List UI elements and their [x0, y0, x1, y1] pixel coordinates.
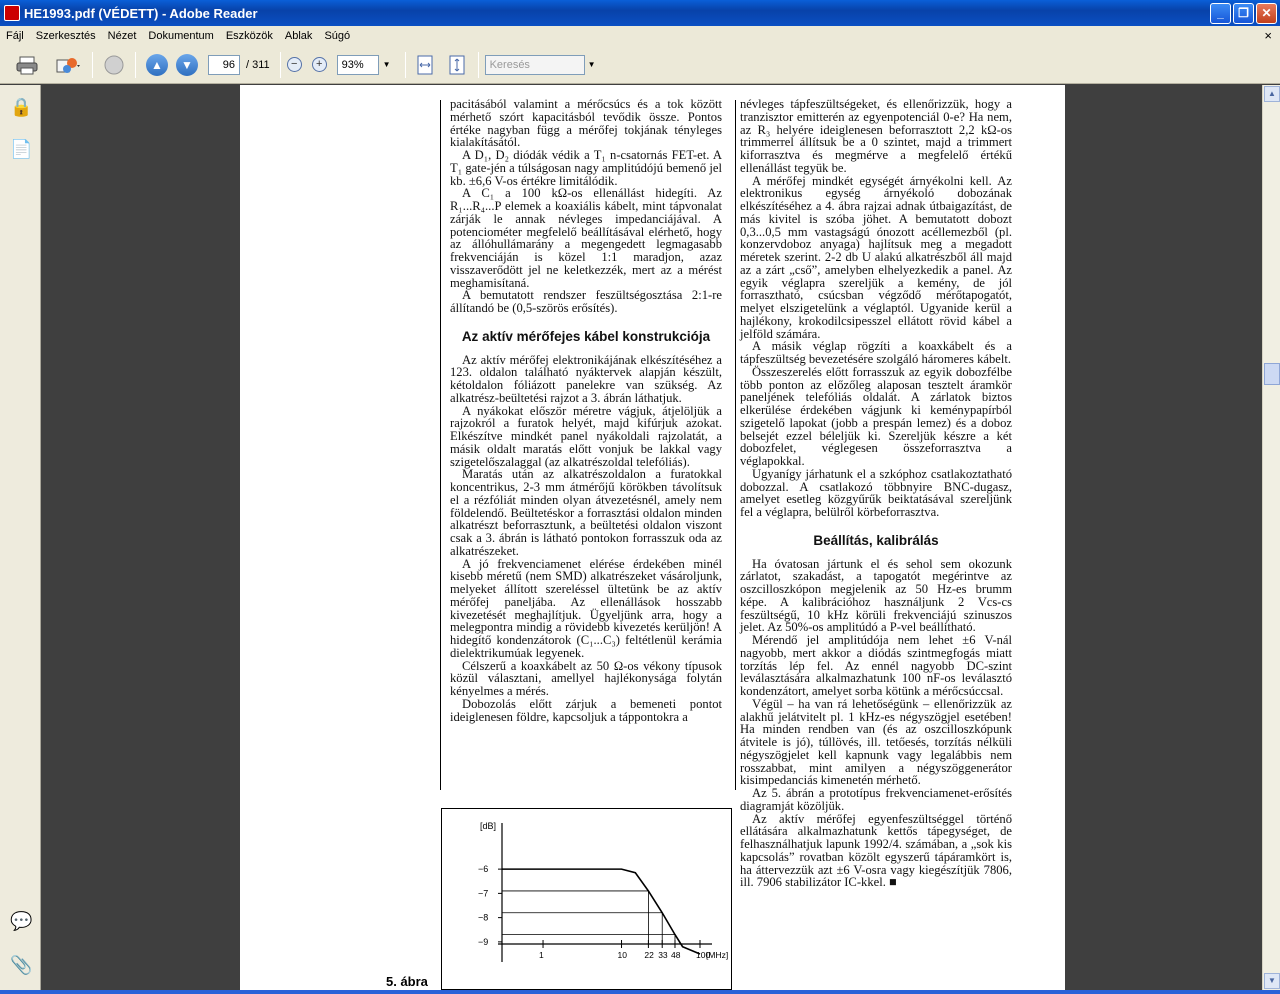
paragraph: Maratás után az alkatrészoldalon a furatokkal koncentrikus, 2-3 mm átmérőjű körökben távolítsuk el a rézfóliát minden olyan átvezetésnél, amely nem földelendő. Beültetéskor a forrasztási oldalon minden alkatrészt beforrasztunk, a beültetési oldalon viszont csak a 3. ábrán is látható pontokon forrasszuk oda az alkatrészeket. [450, 467, 722, 558]
menu-edit[interactable]: Szerkesztés [35, 30, 96, 42]
search-input[interactable]: Keresés [485, 55, 585, 75]
zoom-in-icon[interactable]: + [312, 57, 327, 72]
menu-tools[interactable]: Eszközök [225, 30, 273, 42]
comments-icon[interactable]: 💬 [10, 911, 33, 931]
text-column-right [740, 98, 1012, 889]
zoom-out-icon[interactable]: − [287, 57, 302, 72]
y-tick-label: −9 [478, 936, 489, 947]
paragraph: A jó frekvenciamenet elérése érdekében minél kisebb méretű (nem SMD) alkatrészeket vásároljunk, melyeket állított szereléssel ültetünk be az aktív mérőfej paneljába. Az ellenállások hosszabb kivezetését meghajlítjuk. Ügyeljünk arra, hogy a melegpontra mindig a rövidebb kivezetés kerüljön! A hidegítő kondenzátorok (C₁...C₃) feltétlenül kerámia dielektrikumúak legyenek. [450, 556, 722, 660]
paragraph: A bemutatott rendszer feszültségosztása 2:1-re állítandó be (0,5-szörös erősítés). [450, 288, 722, 315]
previous-page-icon[interactable]: ▲ [146, 54, 168, 76]
title-bar [0, 0, 1280, 26]
x-tick-label: 22 [644, 950, 654, 960]
column-rule [440, 100, 441, 790]
paragraph: A C₁ a 100 kΩ-os ellenállást hidegíti. Az R₁...R₄...P elemek a koaxiális kábelt, mint tápvonalat zárják le annak névleges impedanciájával. A potenciométer megfelelő beállításával elérhető, hogy az állóhullámarány a megengedett legmagasabb frekvenciáján is közel 1:1 maradjon, azaz visszaverődött jel ne keletkezzék, mert az a mérést meghamisítaná. [450, 186, 722, 290]
window-title: HE1993.pdf (VÉDETT) - Adobe Reader [24, 5, 258, 21]
menu-bar [0, 26, 1280, 46]
paragraph: Összeszerelés előtt forrasszuk az egyik dobozfélbe több ponton az előzőleg alaposan tesztelt áramkör paneljének telefóliás oldalát. A zárlatok biztos elkerülése érdekében vágjunk ki keménypapírból szigetelő lapokat (jobb a prespán lemez) és a doboz belsejét ezzel béleljük ki. Szereljük készre a két dobozfelet, véglegesen összeforrasztva a véglapokkal. [740, 364, 1012, 468]
paragraph: A mérőfej mindkét egységét árnyékolni kell. Az elektronikus egység árnyékoló dobozának elkészítéséhez a 4. ábra rajzai adnak útbaigazítást, de más kivitel is szóba jöhet. A bemutatott dobozt 0,3...0,5 mm vastagságú ónozott acéllemezből (pl. konzervdoboz anyaga) hajlítsuk meg a megadott méretek szerint. 2-2 db U alakú alkatrészből áll majd az a zárt „cső”, amelyben elhelyezkedik a panel. Az egyik véglapra szereljük a kemény, de jól forrasztható, csúcsban végződő mérőtapogatót, melyet elszigetelünk a véglaptól. Ugyanide kerül a hajlékony, krokodilcsipesszel ellátott rövid kábel a jelföld számára. [740, 173, 1012, 341]
paragraph: A D₁, D₂ diódák védik a T₁ n-csatornás FET-et. A T₁ gate-jén a túlságosan nagy amplitúdójú bemenő jel kb. ±6,6 V-os értékre limitálódik. [450, 148, 722, 188]
y-tick-label: −8 [478, 912, 489, 923]
taskbar-strip [0, 990, 1280, 994]
x-tick-label: 100 [696, 950, 711, 960]
attachments-icon[interactable]: 📎 [10, 955, 33, 975]
paragraph: Az aktív mérőfej egyenfeszültséggel történő ellátására alkalmazhatunk kettős tápegységet, de felhasználhatjuk lapunk 1992/4. számában, a „sok kis kapcsolás” rovatban közölt egyszerű tápáramkört is, ha áttervezzük azt ±6 V-osra vagy kiegészítjük 7806, ill. 7906 stabilizátor IC-kkel. ■ [740, 811, 1012, 890]
y-tick-label: −6 [478, 864, 489, 875]
section-heading: Beállítás, kalibrálás [813, 532, 939, 548]
menu-help[interactable]: Súgó [324, 30, 351, 42]
restore-button[interactable]: ❐ [1233, 3, 1254, 24]
frequency-response-chart [441, 808, 732, 990]
scroll-thumb[interactable] [1264, 363, 1280, 385]
x-tick-label: 48 [670, 950, 681, 960]
figure-caption: 5. ábra [386, 974, 428, 989]
pages-icon[interactable]: 📄 [10, 139, 33, 159]
column-rule [735, 100, 736, 790]
pdf-page [240, 85, 1065, 990]
zoom-level-select[interactable]: 93% [337, 55, 379, 75]
paragraph: Mérendő jel amplitúdója nem lehet ±6 V-nál nagyobb, mert akkor a diódás szintmegfogás miatt torzítás lép fel. Az ennél nagyobb DC-szint leválasztására alkalmazhatunk 100 nF-os leválasztó kondenzátort, amelyet sorba kötünk a mérőcsúccsal. [740, 633, 1012, 698]
close-button[interactable]: ✕ [1256, 3, 1277, 24]
section-heading: Az aktív mérőfejes kábel konstrukciója [461, 328, 711, 344]
next-page-icon[interactable]: ▼ [176, 54, 198, 76]
security-lock-icon[interactable]: 🔒 [10, 97, 33, 117]
collaborate-icon[interactable] [50, 51, 86, 79]
x-tick-label: 1 [539, 950, 544, 960]
response-curve [502, 869, 700, 954]
close-document-icon[interactable]: × [1264, 28, 1272, 43]
menu-file[interactable]: Fájl [6, 30, 24, 42]
scroll-up-icon[interactable]: ▲ [1264, 86, 1280, 102]
paragraph: Ugyanígy járhatunk el a szkóphoz csatlakoztatható dobozzal. A csatlakozó többnyire BNC-dugasz, amelyet esetleg közgyűrűk beiktatásával szereljünk fel a véglapra, belülről körbeforrasztva. [740, 466, 1012, 519]
paragraph: Az aktív mérőfej elektronikájának elkészítéséhez a 123. oldalon található nyáktervek alapján készült, kétoldalon fóliázott panelekre van szükség. Az alkatrész-beültetési rajzot a 3. ábrán láthatjuk. [450, 352, 722, 405]
paragraph: névleges tápfeszültségeket, és ellenőrizzük, hogy a tranzisztor emitterén az egyenpotenciál 0-e? Ha nem, az R₃ helyére ideiglenesen beforrasztott 2,2 kΩ-os trimmerrel állítsuk be a 0 szintet, majd a trimmert kiforrasztva és megmérve a megfelelő értékű ellenállást tegyük be. [740, 97, 1012, 175]
hand-tool-icon[interactable] [99, 51, 129, 79]
paragraph: Ha óvatosan jártunk el és sehol sem okozunk zárlatot, szakadást, a tapogatót megérintve az oszcilloszkópon megjelenik az 50 Hz-es brumm képe. A kalibrációhoz használjunk 2 Vcs-cs feszültségű, 10 kHz körüli frekvenciájú szinuszos jelet. Az 50%-os amplitúdó a P-vel beállítható. [740, 556, 1012, 635]
page-number-input[interactable]: 96 [208, 55, 240, 75]
text-column-left [450, 98, 722, 723]
paragraph: pacitásából valamint a mérőcsúcs és a tok között mérhető szórt kapacitásból tevődik össze. Pontos értéke nagyban függ a mérőfej tokjának tényleges kialakításától. [450, 97, 722, 150]
menu-document[interactable]: Dokumentum [148, 30, 214, 42]
zoom-dropdown-icon[interactable]: ▼ [382, 60, 391, 69]
toolbar [0, 46, 1280, 84]
x-tick-label: 33 [658, 950, 668, 960]
y-axis-label: [dB] [480, 821, 497, 831]
vertical-scrollbar[interactable] [1262, 85, 1280, 990]
paragraph: Dobozolás előtt zárjuk a bemeneti pontot ideiglenesen földre, kapcsoljuk a táppontokra a [450, 696, 722, 724]
chart-svg [442, 809, 733, 990]
search-dropdown-icon[interactable]: ▼ [587, 60, 596, 69]
paragraph: Végül – ha van rá lehetőségünk – ellenőrizzük az alakhű jelátvitelt pl. 1 kHz-es négyszögjel esetében! Ha minden rendben van (és az oszcilloszkópunk átvitele is jó), túllövés, ill. tetőesés, torzítás nélküli négyszögjelet kell kapnunk vagy legalábbis nem rosszabbat, mint amilyen a négyszöggenerátor kisimpedanciás kimenetén mérhető. [740, 696, 1012, 788]
fit-width-icon[interactable] [412, 51, 438, 79]
x-axis-label: [MHz] [706, 950, 729, 960]
print-icon[interactable] [12, 51, 42, 79]
navigation-panel [0, 85, 41, 994]
paragraph: Az 5. ábrán a prototípus frekvenciamenet-erősítés diagramját közöljük. [740, 786, 1012, 813]
paragraph: A nyákokat először méretre vágjuk, átjelöljük a rajzokról a furatok helyét, majd kifúrjuk azokat. Elkészítve mindkét panel nyákoldali rajzolatát, a másik oldalt maratás előtt vonjuk be lakkal vagy szigetelőszalaggal (az alkatrészoldal telefóliás). [450, 403, 722, 469]
menu-view[interactable]: Nézet [107, 30, 137, 42]
document-area[interactable] [41, 85, 1262, 990]
y-tick-label: −7 [478, 888, 489, 899]
menu-window[interactable]: Ablak [284, 30, 313, 42]
scroll-down-icon[interactable]: ▼ [1264, 973, 1280, 989]
fit-page-icon[interactable] [444, 51, 470, 79]
minimize-button[interactable]: _ [1210, 3, 1231, 24]
paragraph: A másik véglap rögzíti a koaxkábelt és a tápfeszültség bevezetésére szolgáló háromeres kábelt. [740, 339, 1012, 366]
x-tick-label: 10 [617, 950, 627, 960]
page-total: / 311 [246, 58, 270, 71]
paragraph: Célszerű a koaxkábelt az 50 Ω-os vékony típusok közül választani, amellyel hajlékonysága folytán kényelmes a mérés. [450, 658, 722, 698]
adobe-reader-icon [4, 5, 20, 21]
